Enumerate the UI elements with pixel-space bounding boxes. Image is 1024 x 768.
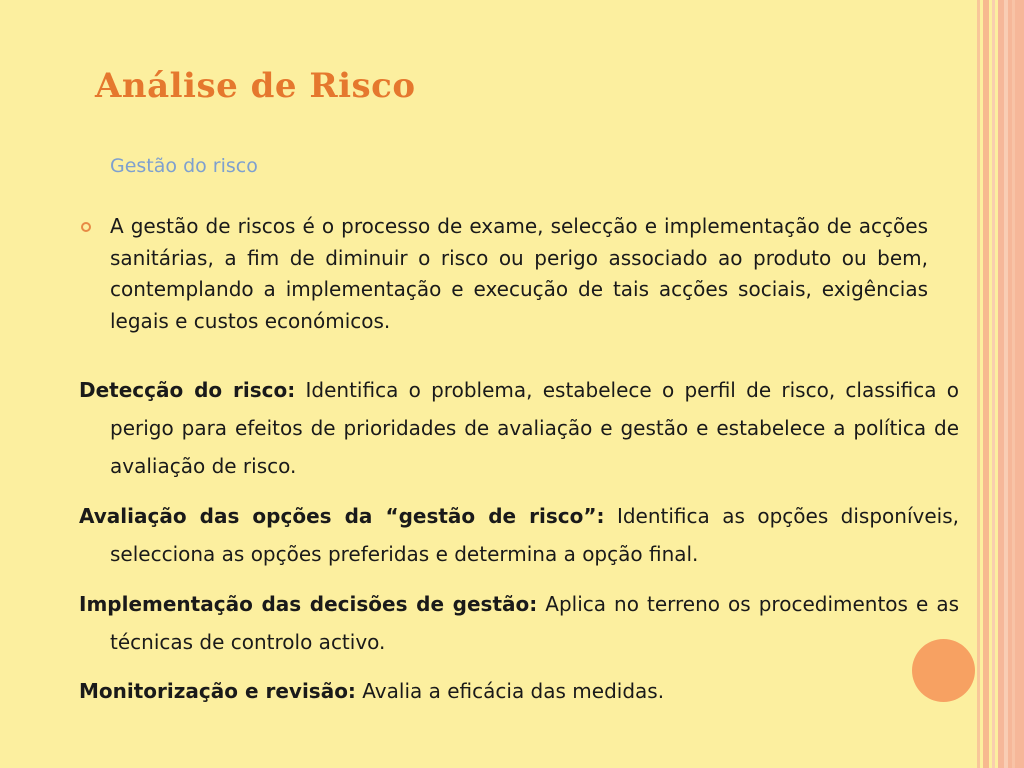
definition-term: Detecção do risco: [79,378,296,402]
decorative-stripe [998,0,1024,768]
decorative-stripe [983,0,989,768]
definition-text: Identifica o problema, estabelece o perfil de risco, classifica o perigo para efeitos de prioridades de avaliação e gestão e estabelece a política de avaliação de risco. [110,378,959,478]
definition-options-evaluation [79,497,959,573]
definition-term: Implementação das decisões de gestão: [79,592,538,616]
definition-implementation [79,585,959,661]
definition-text: Avalia a eficácia das medidas. [355,679,665,703]
bullet-circle-icon [81,222,91,232]
slide-title: Análise de Risco [95,66,416,106]
decorative-stripe [992,0,995,768]
decorative-circle [912,639,975,702]
decorative-stripe [1004,0,1008,768]
definition-detection [79,371,959,485]
decorative-stripe [1012,0,1015,768]
definition-term: Monitorização e revisão: [79,679,356,703]
definition-text: Identifica as opções disponíveis, selecciona as opções preferidas e determina a opção final. [110,504,959,566]
definition-term: Avaliação das opções da “gestão de risco”: [79,504,605,528]
bullet-paragraph: A gestão de riscos é o processo de exame, selecção e implementação de acções sanitárias, a fim de diminuir o risco ou perigo associado ao produto ou bem, contemplando a implementação e execução de tais acções sociais, exigências legais e custos económicos. [110,214,928,333]
definition-text: Aplica no terreno os procedimentos e as técnicas de controlo activo. [110,592,960,654]
decorative-stripe [977,0,980,768]
definition-monitoring [79,672,959,710]
slide-subtitle: Gestão do risco [110,155,258,177]
